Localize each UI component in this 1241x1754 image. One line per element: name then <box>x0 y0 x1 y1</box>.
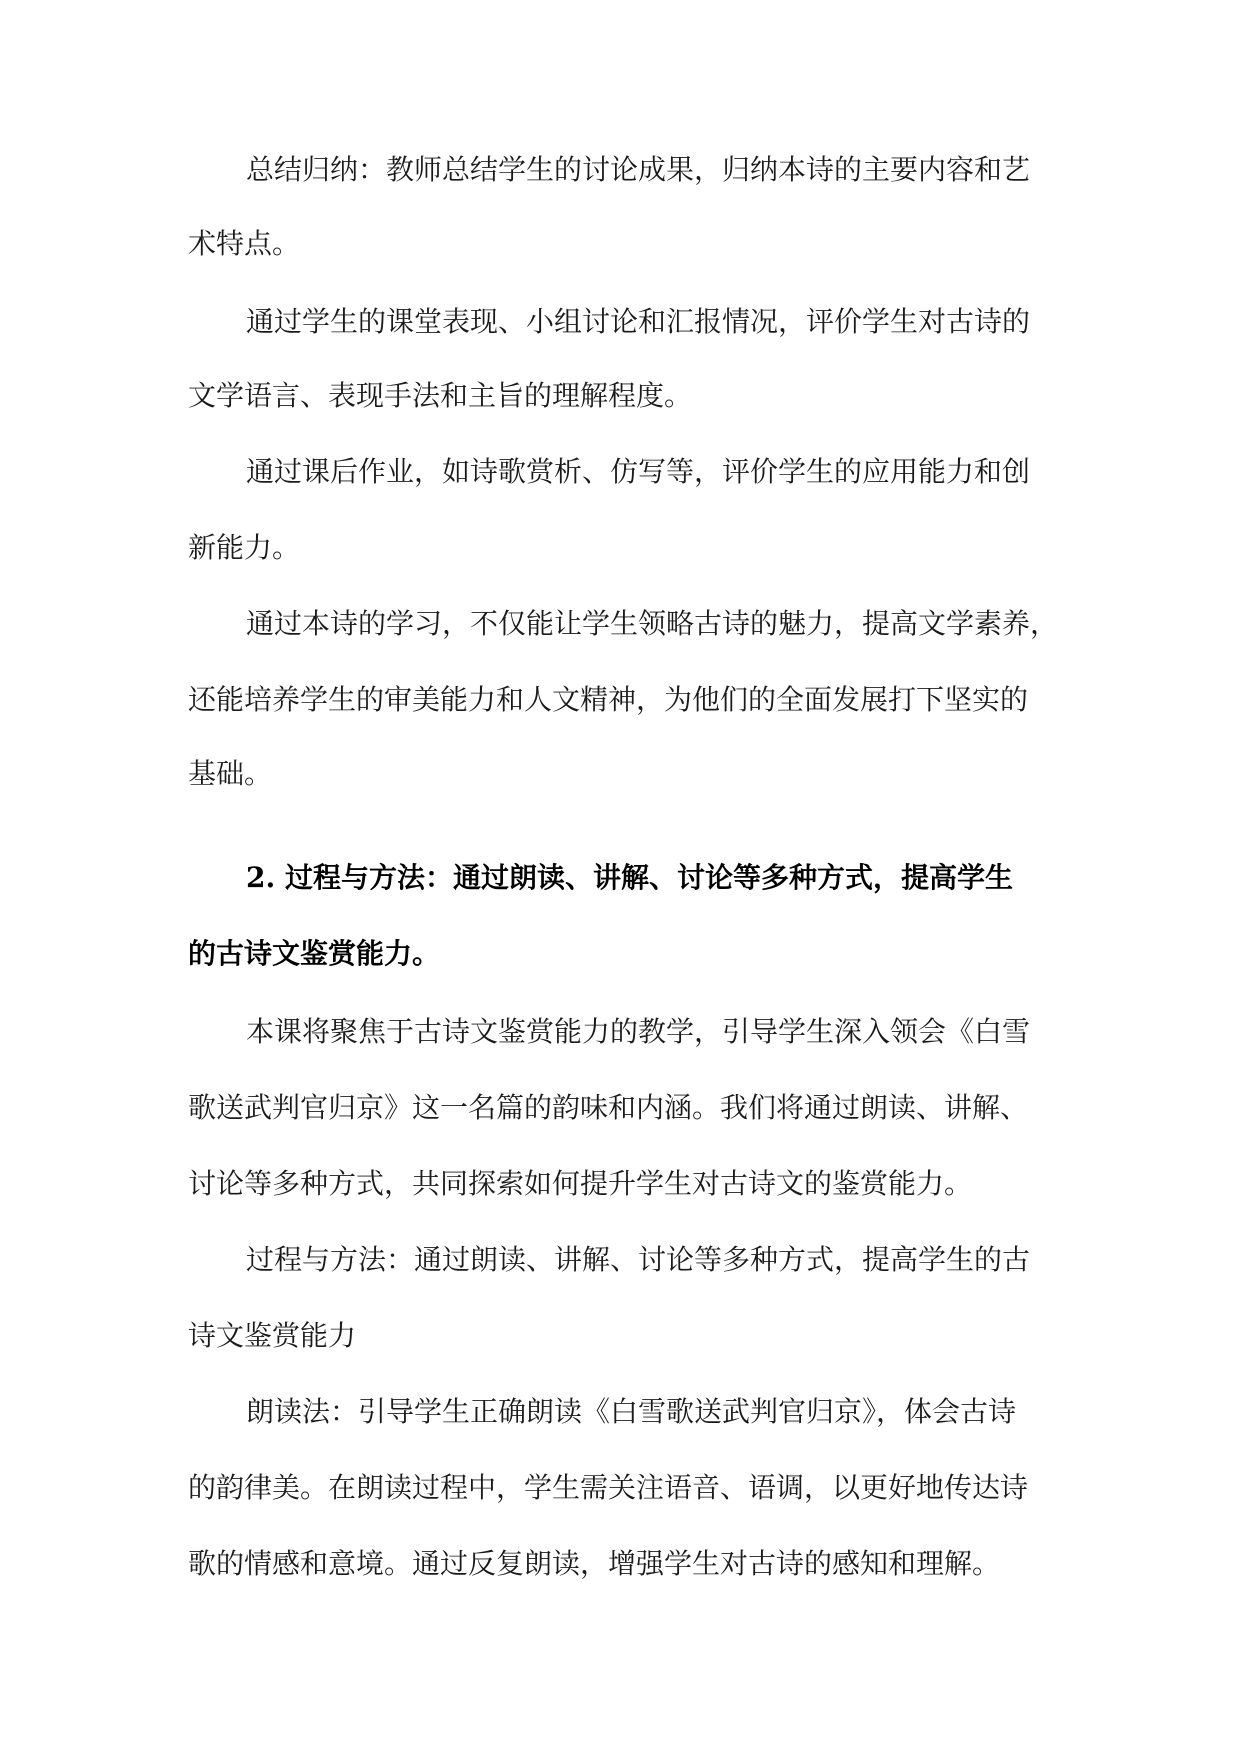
paragraph-intro-line-1: 本课将聚焦于古诗文鉴赏能力的教学，引导学生深入领会《白雪 <box>246 1015 1031 1048</box>
paragraph-conclusion-line-2: 还能培养学生的审美能力和人文精神，为他们的全面发展打下坚实的 <box>188 683 1029 716</box>
section-heading-line-1: 2. 过程与方法：通过朗读、讲解、讨论等多种方式，提高学生 <box>246 861 1013 894</box>
section-heading-line-2: 的古诗文鉴赏能力。 <box>188 937 441 970</box>
paragraph-evaluation-homework-line-2: 新能力。 <box>188 531 301 564</box>
paragraph-intro-line-3: 讨论等多种方式，共同探索如何提升学生对古诗文的鉴赏能力。 <box>188 1167 973 1200</box>
paragraph-conclusion-line-3: 基础。 <box>188 757 273 790</box>
paragraph-reading-method-line-2: 的韵律美。在朗读过程中，学生需关注语音、语调，以更好地传达诗 <box>188 1471 1029 1504</box>
paragraph-summary-line-2: 术特点。 <box>188 227 301 260</box>
paragraph-process-line-1: 过程与方法：通过朗读、讲解、讨论等多种方式，提高学生的古 <box>246 1243 1031 1276</box>
paragraph-conclusion-line-1: 通过本诗的学习，不仅能让学生领略古诗的魅力，提高文学素养， <box>246 607 1059 640</box>
paragraph-evaluation-class-line-2: 文学语言、表现手法和主旨的理解程度。 <box>188 379 693 412</box>
paragraph-process-line-2: 诗文鉴赏能力 <box>188 1319 357 1352</box>
paragraph-reading-method-line-1: 朗读法：引导学生正确朗读《白雪歌送武判官归京》，体会古诗 <box>246 1395 1017 1428</box>
paragraph-evaluation-class-line-1: 通过学生的课堂表现、小组讨论和汇报情况，评价学生对古诗的 <box>246 305 1031 338</box>
paragraph-reading-method-line-3: 歌的情感和意境。通过反复朗读，增强学生对古诗的感知和理解。 <box>188 1547 1001 1580</box>
paragraph-evaluation-homework-line-1: 通过课后作业，如诗歌赏析、仿写等，评价学生的应用能力和创 <box>246 455 1031 488</box>
paragraph-intro-line-2: 歌送武判官归京》这一名篇的韵味和内涵。我们将通过朗读、讲解、 <box>188 1091 1029 1124</box>
paragraph-summary-line-1: 总结归纳：教师总结学生的讨论成果，归纳本诗的主要内容和艺 <box>246 153 1031 186</box>
